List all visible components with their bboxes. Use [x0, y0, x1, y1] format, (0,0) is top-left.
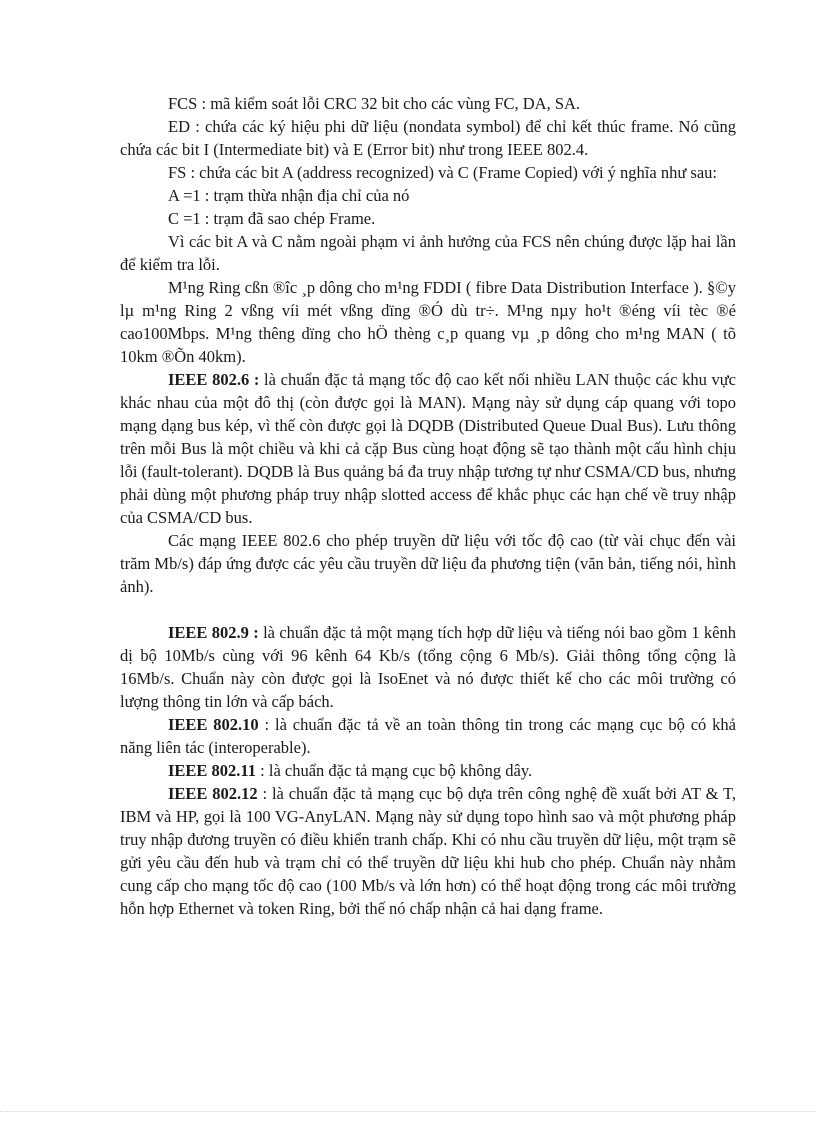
list-item-a-bit: A =1 : trạm thừa nhận địa chỉ của nó	[168, 186, 410, 205]
list-item-c-bit: C =1 : trạm đã sao chép Frame.	[168, 209, 376, 228]
paragraph-ieee-802-10	[120, 713, 736, 759]
ieee-802-12-text: : là chuẩn đặc tả mạng cục bộ dựa trên công nghệ đề xuất bởi AT & T, IBM và HP, gọi là 100 VG-AnyLAN. Mạng này sử dụng topo hình sao và một phương pháp truy nhập đương truyền có điều khiển tranh chấp. Khi có nhu cầu truyền dữ liệu, một trạm sẽ gửi yêu cầu đến hub và trạm chỉ có thể truyền dữ liệu khi hub cho phép. Chuẩn này nhằm cung cấp cho mạng tốc độ cao (100 Mb/s và lớn hơn) có thể hoạt động trong các môi trường hỗn hợp Ethernet và token Ring, bởi thế nó chấp nhận cả hai dạng frame.	[120, 784, 737, 918]
document-page	[120, 92, 736, 920]
paragraph-fcs-note: Vì các bit A và C nằm ngoài phạm vi ảnh hưởng của FCS nên chúng được lặp hai lần để kiểm tra lỗi.	[120, 232, 736, 274]
ieee-802-9-label: IEEE 802.9 :	[168, 623, 259, 642]
paragraph-fs: FS : chứa các bit A (address recognized) và C (Frame Copied) với ý nghĩa như sau:	[168, 163, 717, 182]
ieee-802-9-text: là chuẩn đặc tả một mạng tích hợp dữ liệu và tiếng nói bao gồm 1 kênh dị bộ 10Mb/s cùng với 96 kênh 64 Kb/s (tổng cộng 6 Mb/s). Giải thông tổng cộng là 16Mb/s. Chuẩn này còn được gọi là IsoEnet và nó được thiết kế cho các môi trường có lượng thông tin lớn và cấp bách.	[120, 623, 737, 711]
ieee-802-6-label: IEEE 802.6 :	[168, 370, 260, 389]
paragraph-ed: ED : chứa các ký hiệu phi dữ liệu (nondata symbol) để chỉ kết thúc frame. Nó cũng chứa các bit I (Intermediate bit) và E (Error bit) như trong IEEE 802.4.	[120, 117, 736, 159]
ieee-802-11-text: : là chuẩn đặc tả mạng cục bộ không dây.	[256, 761, 533, 780]
ieee-802-10-label: IEEE 802.10	[168, 715, 259, 734]
paragraph-fddi-garbled: M¹ng Ring cßn ®îc ¸p dông cho m¹ng FDDI ( fibre Data Distribution Interface ). §©y lµ m¹ng Ring 2 vßng víi mét vßng dïng ®Ó dù tr÷. M¹ng nµy ho¹t ®éng víi tèc ®é cao100Mbps. M¹ng thêng dïng cho hÖ thèng c¸p quang vµ ¸p dông cho m¹ng MAN ( tõ 10km ®Õn 40km).	[120, 278, 736, 366]
ieee-802-10-text: : là chuẩn đặc tả về an toàn thông tin trong các mạng cục bộ có khả năng liên tác (interoperable).	[120, 715, 736, 757]
paragraph-fcs: FCS : mã kiểm soát lỗi CRC 32 bit cho các vùng FC, DA, SA.	[168, 94, 581, 113]
blank-line	[120, 598, 736, 621]
paragraph-ieee-802-9	[120, 621, 736, 713]
ieee-802-6-text: là chuẩn đặc tả mạng tốc độ cao kết nối nhiều LAN thuộc các khu vực khác nhau của một đô thị (còn được gọi là MAN). Mạng này sử dụng cáp quang với topo mạng dạng bus kép, vì thế còn được gọi là DQDB (Distributed Queue Dual Bus). Lưu thông trên mỗi Bus là một chiều và khi cả cặp Bus cùng hoạt động sẽ tạo thành một cấu hình chịu lỗi (fault-tolerant). DQDB là Bus quảng bá đa truy nhập tương tự như CSMA/CD bus, nhưng phải dùng một phương pháp truy nhập slotted access để khắc phục các hạn chế về truy nhập của CSMA/CD bus.	[120, 370, 737, 527]
ieee-802-12-label: IEEE 802.12	[168, 784, 258, 803]
paragraph-ieee-802-6	[120, 368, 736, 529]
ieee-802-11-label: IEEE 802.11	[168, 761, 257, 780]
page-bottom-edge	[0, 1111, 816, 1112]
paragraph-ieee-802-11	[120, 759, 736, 782]
paragraph-ieee-802-12	[120, 782, 736, 920]
paragraph-ieee-802-6-rates: Các mạng IEEE 802.6 cho phép truyền dữ liệu với tốc độ cao (từ vài chục đến vài trăm Mb/s) đáp ứng được các yêu cầu truyền dữ liệu đa phương tiện (văn bản, tiếng nói, hình ảnh).	[120, 531, 736, 596]
